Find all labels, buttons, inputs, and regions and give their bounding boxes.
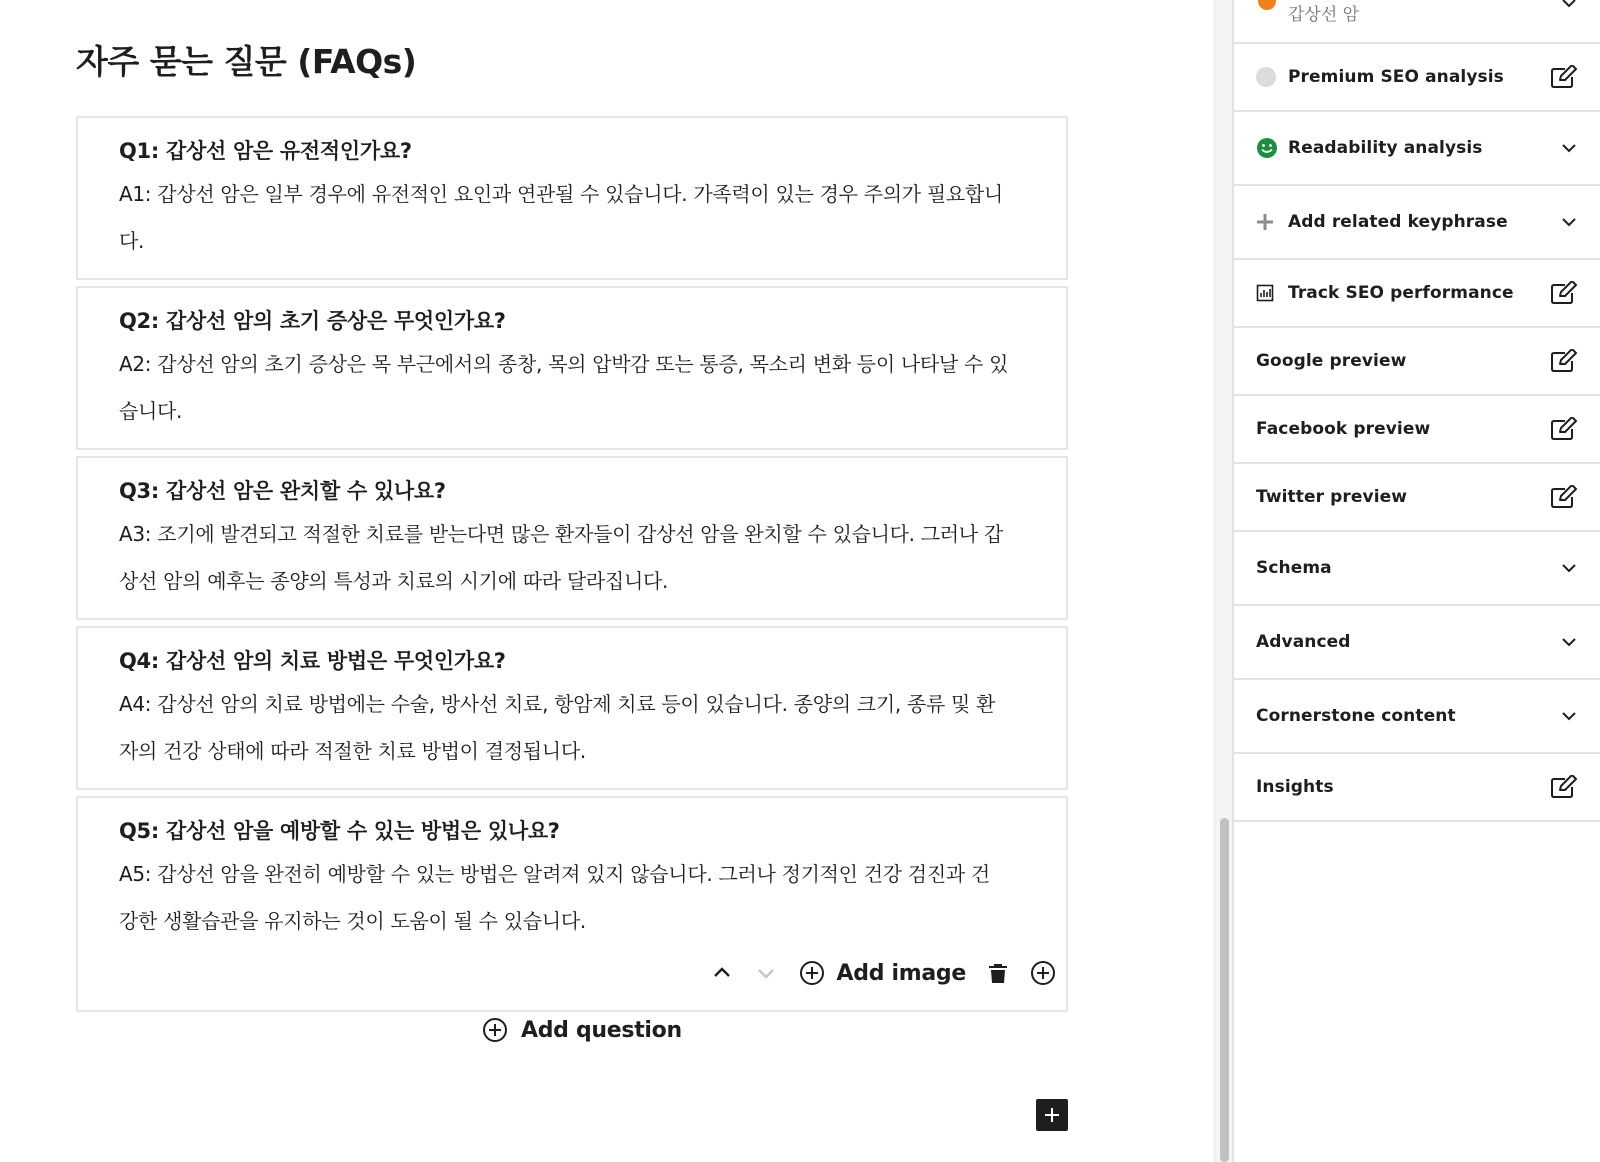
plus-circle-icon xyxy=(799,960,825,986)
faq-item-selected[interactable] xyxy=(76,796,1068,1012)
panel-facebook-preview[interactable] xyxy=(1234,396,1600,464)
focus-keyphrase-label: 갑상선 암 xyxy=(1288,5,1360,25)
panel-schema[interactable] xyxy=(1234,532,1600,606)
chevron-down-icon[interactable] xyxy=(1542,213,1578,231)
edit-icon[interactable] xyxy=(1542,417,1578,441)
add-image-button[interactable] xyxy=(799,960,966,986)
editor-scrollbar[interactable] xyxy=(1214,0,1232,1162)
chevron-down-icon[interactable] xyxy=(1542,707,1578,725)
panel-label: Advanced xyxy=(1256,632,1351,652)
trash-icon xyxy=(988,962,1008,984)
panel-insights[interactable] xyxy=(1234,754,1600,822)
panel-label: Facebook preview xyxy=(1256,419,1431,439)
panel-add-related-keyphrase[interactable] xyxy=(1234,186,1600,260)
panel-premium-seo-analysis[interactable] xyxy=(1234,44,1600,112)
faq-answer-line: A3: 조기에 발견되고 적절한 치료를 받는다면 많은 환자들이 갑상선 암을 완치할 수 있습니다. 그러나 갑 xyxy=(119,522,1003,546)
chevron-down-icon[interactable] xyxy=(1560,0,1578,16)
panel-label: Google preview xyxy=(1256,351,1407,371)
plus-circle-icon xyxy=(1030,960,1056,986)
edit-icon[interactable] xyxy=(1542,775,1578,799)
faq-question[interactable]: Q1: 갑상선 암은 유전적인가요? xyxy=(119,139,412,163)
faq-item[interactable] xyxy=(76,116,1068,280)
panel-google-preview[interactable] xyxy=(1234,328,1600,396)
chevron-down-icon[interactable] xyxy=(1542,559,1578,577)
focus-keyphrase-row[interactable] xyxy=(1234,0,1600,44)
faq-block[interactable] xyxy=(76,116,1068,1018)
plus-icon xyxy=(1043,1106,1061,1124)
faq-item[interactable] xyxy=(76,456,1068,620)
panel-track-seo-performance[interactable] xyxy=(1234,260,1600,328)
seo-status-orange-icon xyxy=(1258,0,1276,10)
delete-item-button[interactable] xyxy=(988,962,1008,984)
panel-label: Readability analysis xyxy=(1288,138,1483,158)
panel-readability-analysis[interactable] xyxy=(1234,112,1600,186)
panel-label: Cornerstone content xyxy=(1256,706,1456,726)
faq-item-toolbar xyxy=(119,949,1056,997)
add-question-label: Add question xyxy=(521,1017,682,1043)
panel-advanced[interactable] xyxy=(1234,606,1600,680)
add-image-label: Add image xyxy=(836,960,966,986)
faq-item[interactable] xyxy=(76,626,1068,790)
edit-icon[interactable] xyxy=(1542,485,1578,509)
faq-answer-line: 상선 암의 예후는 종양의 특성과 치료의 시기에 따라 달라집니다. xyxy=(119,569,669,593)
faq-question[interactable]: Q4: 갑상선 암의 치료 방법은 무엇인가요? xyxy=(119,649,506,673)
faq-heading[interactable]: 자주 묻는 질문 (FAQs) xyxy=(76,42,417,81)
panel-label: Premium SEO analysis xyxy=(1288,67,1504,87)
status-grey-dot-icon xyxy=(1256,67,1276,87)
edit-icon[interactable] xyxy=(1542,281,1578,305)
faq-answer-line: A4: 갑상선 암의 치료 방법에는 수술, 방사선 치료, 항암제 치료 등이 있습니다. 종양의 크기, 종류 및 환 xyxy=(119,692,996,716)
faq-answer[interactable] xyxy=(119,341,1056,435)
green-smiley-icon xyxy=(1256,137,1278,159)
faq-answer-line: A1: 갑상선 암은 일부 경우에 유전적인 요인과 연관될 수 있습니다. 가족력이 있는 경우 주의가 필요합니 xyxy=(119,182,1003,206)
panel-label: Insights xyxy=(1256,777,1334,797)
chevron-down-icon[interactable] xyxy=(1542,139,1578,157)
faq-item[interactable] xyxy=(76,286,1068,450)
panel-twitter-preview[interactable] xyxy=(1234,464,1600,532)
faq-answer-line: A5: 갑상선 암을 완전히 예방할 수 있는 방법은 알려져 있지 않습니다. 그러나 정기적인 건강 검진과 건 xyxy=(119,862,990,886)
move-down-button[interactable] xyxy=(755,962,777,984)
scrollbar-thumb[interactable] xyxy=(1220,818,1229,1162)
chevron-down-icon xyxy=(755,962,777,984)
edit-icon[interactable] xyxy=(1542,65,1578,89)
faq-question[interactable]: Q3: 갑상선 암은 완치할 수 있나요? xyxy=(119,479,446,503)
chevron-down-icon[interactable] xyxy=(1542,633,1578,651)
faq-answer[interactable] xyxy=(119,681,1056,775)
add-question-button[interactable] xyxy=(482,1017,682,1043)
move-up-button[interactable] xyxy=(711,962,733,984)
panel-label: Schema xyxy=(1256,558,1332,578)
faq-answer-line: 다. xyxy=(119,229,145,253)
faq-question[interactable]: Q2: 갑상선 암의 초기 증상은 무엇인가요? xyxy=(119,309,506,333)
panel-label: Track SEO performance xyxy=(1288,283,1514,303)
panel-label: Add related keyphrase xyxy=(1288,212,1508,232)
faq-answer[interactable] xyxy=(119,511,1056,605)
insert-item-button[interactable] xyxy=(1030,960,1056,986)
seo-sidebar xyxy=(1232,0,1600,1162)
faq-answer-line: 자의 건강 상태에 따라 적절한 치료 방법이 결정됩니다. xyxy=(119,739,586,763)
faq-answer[interactable] xyxy=(119,851,1056,945)
faq-answer[interactable] xyxy=(119,171,1056,265)
panel-cornerstone-content[interactable] xyxy=(1234,680,1600,754)
edit-icon[interactable] xyxy=(1542,349,1578,373)
panel-label: Twitter preview xyxy=(1256,487,1408,507)
chevron-up-icon xyxy=(711,962,733,984)
faq-answer-line: 강한 생활습관을 유지하는 것이 도움이 될 수 있습니다. xyxy=(119,909,586,933)
plus-icon xyxy=(1256,213,1274,231)
chart-icon xyxy=(1256,284,1274,302)
plus-circle-icon xyxy=(482,1017,508,1043)
faq-answer-line: 습니다. xyxy=(119,399,183,423)
faq-answer-line: A2: 갑상선 암의 초기 증상은 목 부근에서의 종창, 목의 압박감 또는 통증, 목소리 변화 등이 나타날 수 있 xyxy=(119,352,1009,376)
faq-question[interactable]: Q5: 갑상선 암을 예방할 수 있는 방법은 있나요? xyxy=(119,819,560,843)
block-inserter-button[interactable] xyxy=(1036,1099,1068,1131)
